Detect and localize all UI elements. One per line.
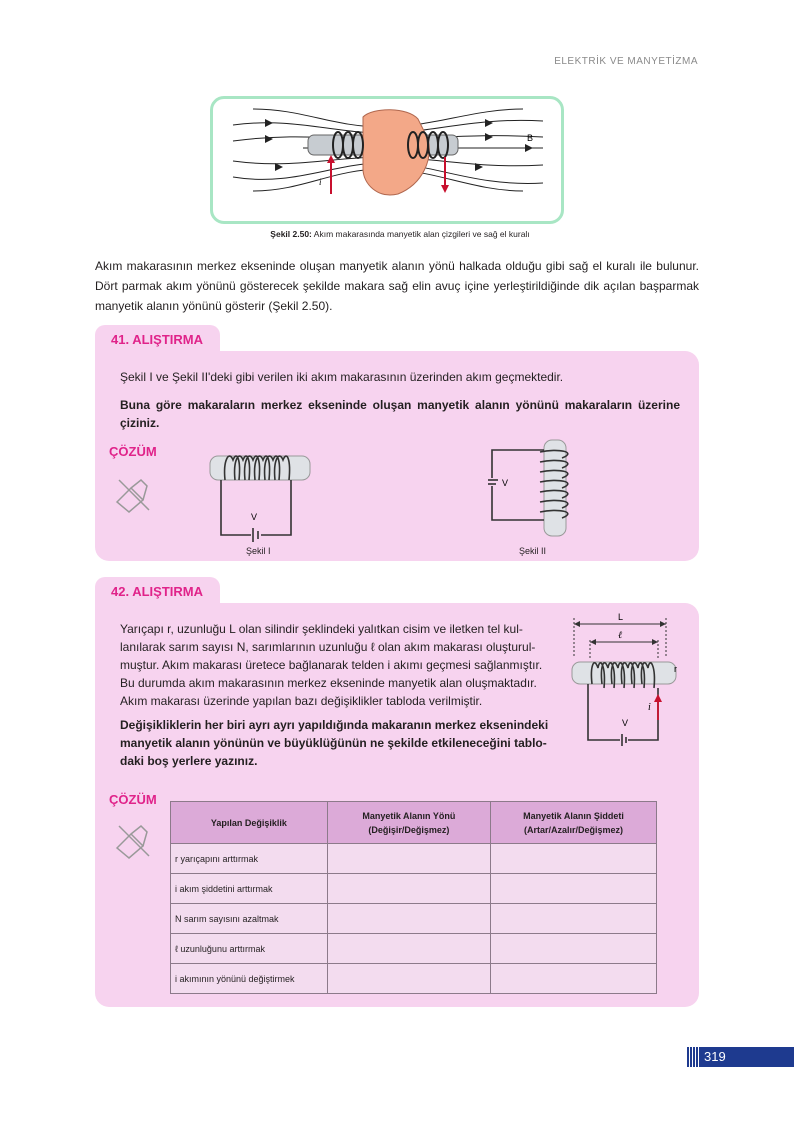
label-L: L: [618, 612, 624, 622]
exercise-42-question: [120, 716, 560, 770]
exercise-41-tab: 41. ALIŞTIRMA: [95, 325, 220, 351]
pencil-hand-icon: [113, 820, 153, 865]
figure-II-solenoid: [488, 438, 588, 538]
header-magnitude: Manyetik Alanın Şiddeti (Artar/Azalır/Değişmez): [490, 802, 656, 844]
figure-2-50-caption: Şekil 2.50: Akım makarasında manyetik alan çizgileri ve sağ el kuralı: [270, 229, 530, 239]
label-l: ℓ: [618, 630, 623, 641]
exercise-42-line: Akım makarası üzerinde yapılan bazı değişiklikler tabloda verilmiştir.: [120, 694, 483, 708]
figure-I-voltage: V: [251, 512, 258, 522]
figure-II-label: Şekil II: [519, 546, 547, 556]
answer-cell[interactable]: [490, 964, 656, 994]
header-direction: Manyetik Alanın Yönü (Değişir/Değişmez): [327, 802, 490, 844]
answer-cell[interactable]: [327, 874, 490, 904]
label-V: V: [622, 718, 629, 728]
row-label: r yarıçapını arttırmak: [171, 844, 328, 874]
exercise-42-solenoid-figure: [566, 610, 686, 750]
answer-cell[interactable]: [327, 904, 490, 934]
page-number: 319: [686, 1047, 794, 1067]
exercise-42-line: Yarıçapı r, uzunluğu L olan silindir şeklindeki yalıtkan cisim ve iletken tel kul-: [120, 622, 523, 636]
table-row: [171, 934, 657, 964]
figure-2-50-frame: [210, 96, 564, 224]
label-r: r: [674, 664, 677, 674]
figure-II-voltage: V: [502, 478, 509, 488]
table-row: [171, 964, 657, 994]
answer-cell[interactable]: [490, 934, 656, 964]
figure-label-B: B: [527, 133, 534, 143]
label-i: i: [648, 702, 651, 713]
exercise-42-line: Bu durumda akım makarasının merkez ekseninde manyetik alan oluşmaktadır.: [120, 676, 537, 690]
table-row: [171, 874, 657, 904]
row-label: ℓ uzunluğunu arttırmak: [171, 934, 328, 964]
figure-label-i: i: [319, 177, 322, 187]
figure-I-label: Şekil I: [246, 546, 271, 556]
body-paragraph: Akım makarasının merkez ekseninde oluşan manyetik alanın yönü halkada olduğu gibi sağ el kuralı ile bulunur. Dört parmak akım yönünü gösterecek şekilde makara sağ elin avuç içine yerleştirildiğinde dik açılan başparmak manyetik alanın yönünü gösterir (Şekil 2.50).: [95, 259, 699, 313]
exercise-41-question: Buna göre makaraların merkez ekseninde oluşan manyetik alanın yönünü makaraların üzerine çiziniz.: [120, 398, 680, 430]
answer-cell[interactable]: [327, 964, 490, 994]
exercise-42-question-line: Değişikliklerin her biri ayrı ayrı yapıldığında makaranın merkez eksenindeki: [120, 718, 549, 732]
header-change: Yapılan Değişiklik: [171, 802, 328, 844]
exercise-42-solution-label: ÇÖZÜM: [109, 792, 157, 807]
exercise-41-text: Şekil I ve Şekil II'deki gibi verilen iki akım makarasının üzerinden akım geçmektedir.: [120, 370, 564, 384]
solenoid-hand-illustration: [213, 99, 561, 221]
exercise-42-text: [120, 620, 555, 710]
answer-cell[interactable]: [490, 844, 656, 874]
exercise-42-question-line: manyetik alanın yönünün ve büyüklüğünün ne şekilde etkileneceğini tablo-: [120, 736, 547, 750]
exercise-42-line: muştur. Akım makarası üretece bağlanarak telden i akımı geçmesi sağlanmıştır.: [120, 658, 543, 672]
row-label: N sarım sayısını azaltmak: [171, 904, 328, 934]
answer-cell[interactable]: [490, 904, 656, 934]
changes-table: [170, 801, 657, 994]
exercise-42-question-line: daki boş yerlere yazınız.: [120, 754, 258, 768]
exercise-42-tab: 42. ALIŞTIRMA: [95, 577, 220, 603]
answer-cell[interactable]: [327, 934, 490, 964]
answer-cell[interactable]: [490, 874, 656, 904]
exercise-41-solution-label: ÇÖZÜM: [109, 444, 157, 459]
exercise-42-line: lanılarak sarım sayısı N, sarımlarının uzunluğu ℓ olan akım makarası oluşturul-: [120, 640, 536, 654]
row-label: i akım şiddetini arttırmak: [171, 874, 328, 904]
pencil-hand-icon: [113, 474, 153, 519]
page-number-stripes: [686, 1047, 700, 1067]
table-row: [171, 844, 657, 874]
figure-I-solenoid: [205, 440, 315, 545]
running-header: ELEKTRİK VE MANYETİZMA: [554, 56, 698, 67]
table-row: [171, 904, 657, 934]
row-label: i akımının yönünü değiştirmek: [171, 964, 328, 994]
answer-cell[interactable]: [327, 844, 490, 874]
